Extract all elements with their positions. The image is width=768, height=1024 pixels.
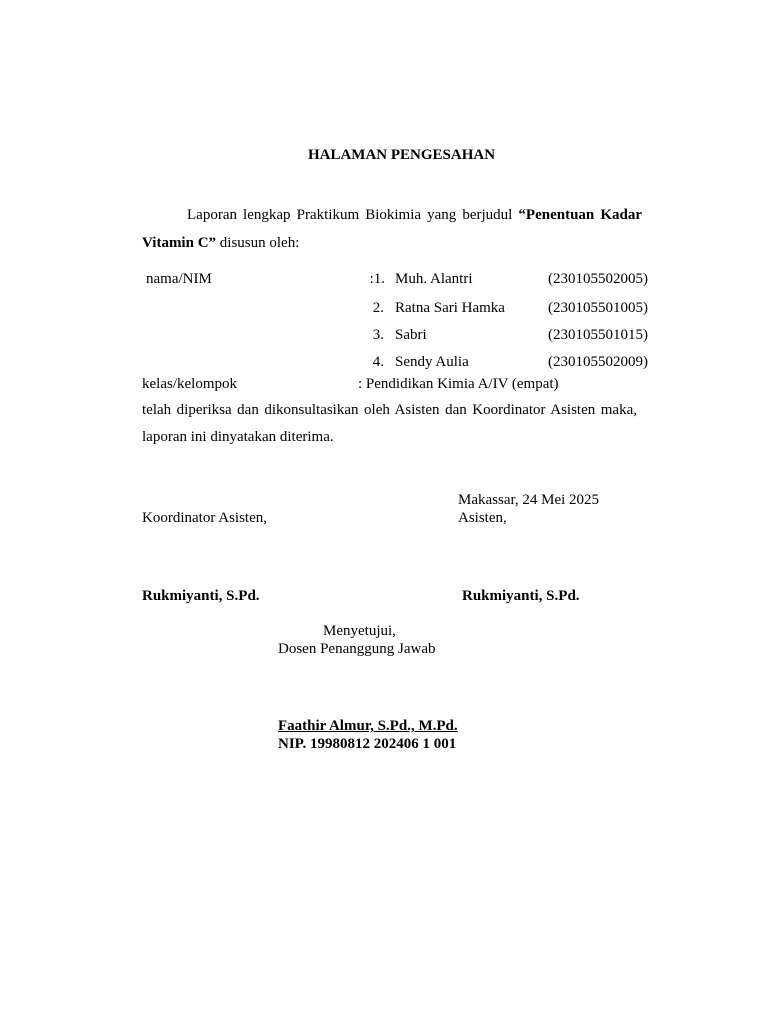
coordinator-name: Rukmiyanti, S.Pd.	[142, 588, 260, 604]
assistant-name: Rukmiyanti, S.Pd.	[462, 588, 580, 604]
member-nim: (230105501005)	[548, 300, 648, 316]
member-nim: (230105501015)	[548, 327, 648, 343]
statement-line-2: laporan ini dinyatakan diterima.	[142, 429, 334, 445]
intro-text-end: disusun oleh:	[216, 235, 300, 251]
report-title-part-1: “Penentuan Kadar	[518, 207, 642, 223]
member-number: 3.	[372, 327, 384, 343]
statement-line-1: telah diperiksa dan dikonsultasikan oleh Asisten dan Koordinator Asisten maka,	[142, 402, 637, 418]
member-name: Muh. Alantri	[395, 271, 473, 287]
coordinator-role: Koordinator Asisten,	[142, 510, 267, 526]
approver-role: Dosen Penanggung Jawab	[278, 641, 436, 657]
approver-name: Faathir Almur, S.Pd., M.Pd.	[278, 718, 458, 734]
assistant-role: Asisten,	[458, 510, 507, 526]
member-nim: (230105502005)	[548, 271, 648, 287]
class-label: kelas/kelompok	[142, 376, 237, 392]
class-value: : Pendidikan Kimia A/IV (empat)	[358, 376, 559, 392]
members-label: nama/NIM	[146, 271, 212, 287]
member-name: Ratna Sari Hamka	[395, 300, 505, 316]
member-number: 4.	[372, 354, 384, 370]
intro-line-2	[142, 234, 299, 252]
place-date: Makassar, 24 Mei 2025	[458, 492, 600, 508]
intro-line-1	[142, 206, 642, 224]
member-number: 2.	[372, 300, 384, 316]
member-name: Sabri	[395, 327, 427, 343]
member-number: :1.	[369, 271, 385, 287]
intro-text: Laporan lengkap Praktikum Biokimia yang berjudul	[187, 207, 519, 223]
report-title-part-2: Vitamin C”	[142, 235, 217, 251]
approver-nip: NIP. 19980812 202406 1 001	[278, 736, 457, 752]
page-title: HALAMAN PENGESAHAN	[307, 147, 496, 163]
member-name: Sendy Aulia	[395, 354, 469, 370]
member-nim: (230105502009)	[548, 354, 648, 370]
approval-label: Menyetujui,	[323, 623, 396, 639]
